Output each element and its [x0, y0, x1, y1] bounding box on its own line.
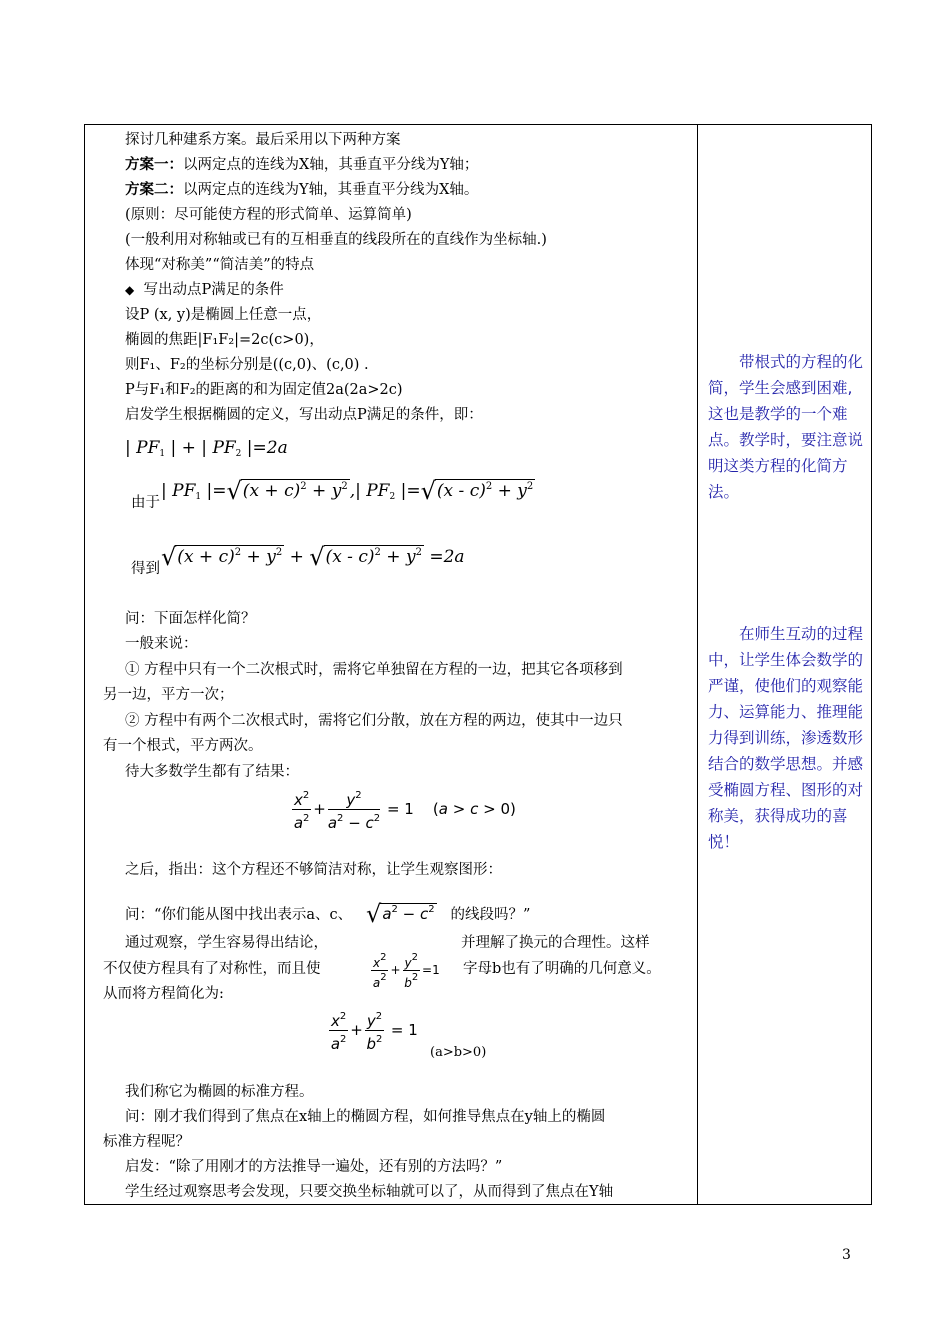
observe-line3: 从而将方程简化为: [103, 986, 224, 1002]
bullet-text: 写出动点P满足的条件 [143, 282, 284, 298]
distance-formulas: | $PF_1$ $|=√(x + c)^2 + y^2$ ,| $PF_2$ $|=√(x - c)^2 + y^2$ [161, 477, 534, 505]
axis-note: (一般利用对称轴或已有的互相垂直的线段所在的直线作为坐标轴.) [125, 232, 547, 248]
focus-coords-text: 则F₁、F₂的坐标分别是((c,0)、(c,0) . [125, 357, 369, 373]
plan-one [125, 155, 478, 175]
principle-note: (原则：尽可能使方程的形式简单、运算简单) [125, 207, 412, 223]
plan-two [125, 180, 478, 200]
standard-equation: $\frac{x^2}{a^2}$ + $\frac{y^2}{b^2}$ = 1 [327, 1008, 418, 1053]
after-text: 之后，指出：这个方程还不够简洁对称，让学生观察图形： [125, 862, 502, 878]
note-radical-difficulty: 带根式的方程的化简，学生会感到困难,这也是教学的一个难点。教学时，要注意说明这类方程的化简方法。 [708, 353, 864, 501]
set-point-text: 设P (x, y)是椭圆上任意一点， [125, 307, 322, 323]
radical-equation: $√(x + c)^2 + y^2 + √(x - c)^2 + y^2 =2a$ [161, 543, 465, 571]
definition-equation: | $PF_1$ | + | $PF_2$ |=2a [125, 438, 288, 459]
lesson-table [84, 124, 872, 1205]
plan-two-text: 以两定点的连线为Y轴，其垂直平分线为X轴。 [183, 182, 479, 198]
plan-one-label: 方案一： [125, 156, 183, 173]
standard-condition: (a>b>0) [430, 1045, 487, 1060]
observe-line1-a: 通过观察，学生容易得出结论， [125, 935, 328, 951]
rule-one-line2: 另一边，平方一次； [103, 687, 234, 703]
observe-line1-b: 并理解了换元的合理性。这样 [461, 935, 650, 951]
page-number: 3 [842, 1247, 851, 1263]
plan-two-label: 方案二： [125, 181, 183, 198]
wait-text: 待大多数学生都有了结果： [125, 764, 299, 780]
beauty-note: 体现“对称美”“简洁美”的特点 [125, 257, 315, 273]
observe-line2-a: 不仅使方程具有了对称性，而且使 [103, 961, 321, 977]
standard-name-text: 我们称它为椭圆的标准方程。 [125, 1084, 314, 1100]
question-prefix: 问：“你们能从图中找出表示a、c、 [125, 907, 353, 923]
focal-distance-text: 椭圆的焦距|F₁F₂|=2c(c>0)， [125, 332, 324, 348]
design-intent-cell [698, 125, 871, 1204]
segment-question [125, 900, 531, 928]
diamond-bullet-icon: ◆ [125, 283, 135, 297]
bullet-item [125, 280, 284, 300]
question-suffix: 的线段吗？” [450, 907, 531, 923]
observe-line2-b: 字母b也有了明确的几何意义。 [463, 961, 661, 977]
plan-one-text: 以两定点的连线为X轴，其垂直平分线为Y轴； [183, 157, 479, 173]
generally-label: 一般来说： [125, 636, 198, 652]
y-axis-question-line1: 问：刚才我们得到了焦点在x轴上的椭圆方程，如何推导焦点在y轴上的椭圆 [125, 1109, 606, 1125]
hint-text: 启发：“除了用刚才的方法推导一遍处，还有别的方法吗？” [125, 1159, 503, 1175]
teaching-process-cell [85, 125, 697, 1204]
inspire-text: 启发学生根据椭圆的定义，写出动点P满足的条件，即： [125, 407, 483, 423]
intermediate-ellipse-equation: $\frac{x^2}{a^2}$ + $\frac{y^2}{a^2 - c^2}$ = 1 (a > c > 0) [290, 787, 516, 832]
distance-sum-text: P与F₁和F₂的距离的和为固定值2a(2a>2c) [125, 382, 403, 398]
rule-two-line2: 有一个根式，平方两次。 [103, 738, 263, 754]
rule-two-line1: ② 方程中有两个二次根式时，需将它们分散，放在方程的两边，使其中一边只 [125, 713, 623, 729]
note-interaction: 在师生互动的过程中，让学生体会数学的严谨，使他们的观察能力、运算能力、推理能力得到训练，渗透数形结合的数学思想。并感受椭圆方程、图形的对称美，获得成功的喜悦！ [708, 625, 864, 851]
since-label: 由于 [131, 495, 160, 511]
obtain-label: 得到 [131, 561, 160, 577]
substitution-equation: $\frac{x^2}{a^2}$ + $\frac{y^2}{b^2}$ =1 [372, 952, 440, 990]
y-axis-question-line2: 标准方程呢？ [103, 1134, 190, 1150]
sqrt-a2-c2: $√a^2 - c^2$ [366, 900, 435, 928]
simplify-question: 问：下面怎样化简？ [125, 611, 256, 627]
scheme-intro: 探讨几种建系方案。最后采用以下两种方案 [125, 132, 401, 148]
rule-one-line1: ① 方程中只有一个二次根式时，需将它单独留在方程的一边，把其它各项移到 [125, 662, 623, 678]
last-line: 学生经过观察思考会发现，只要交换坐标轴就可以了，从而得到了焦点在Y轴 [125, 1184, 614, 1200]
